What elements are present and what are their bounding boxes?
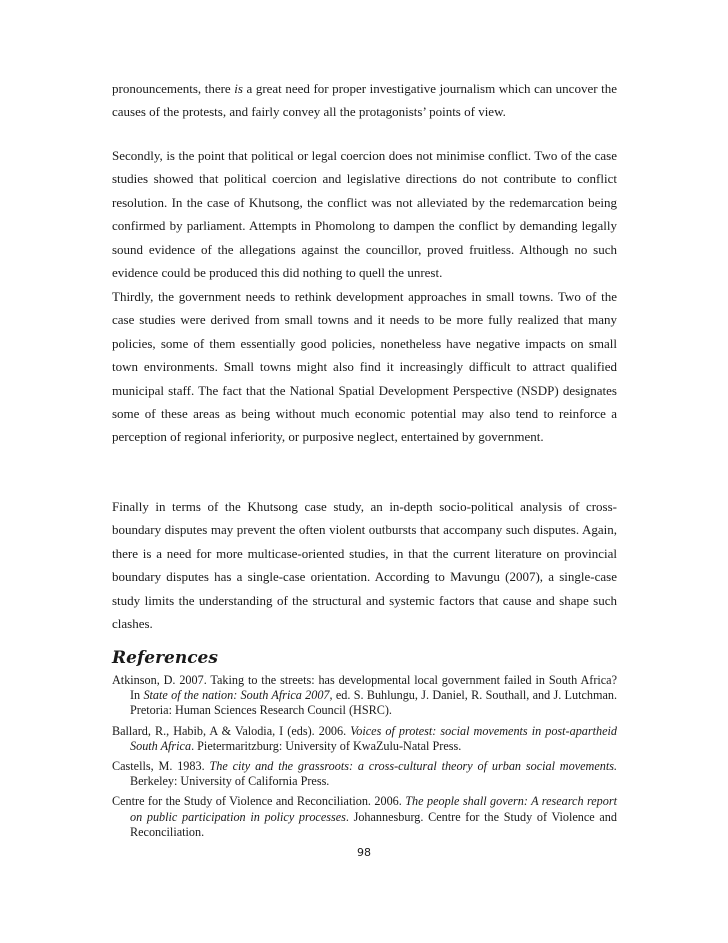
reference-entry-atkinson: Atkinson, D. 2007. Taking to the streets: has developmental local government failed in South Africa? In State of the nation: South Africa 2007, ed. S. Buhlungu, J. Daniel, R. Southall, and J. Lutchman. Pretoria: Human Sciences Research Council (HSRC).: [112, 673, 617, 718]
reference-entry-castells: Castells, M. 1983. The city and the grassroots: a cross-cultural theory of urban social movements. Berkeley: University of California Press.: [112, 759, 618, 789]
body-paragraph-1: pronouncements, there is a great need for proper investigative journalism which can uncover the causes of the protests, and fairly convey all the protagonists’ points of view.: [112, 81, 617, 120]
body-paragraph-2: Secondly, is the point that political or legal coercion does not minimise conflict. Two of the case studies showed that political coercion and legislative directions do not contribute to conflict resolution. In the case of Khutsong, the conflict was not alleviated by the redemarcation being confirmed by parliament. Attempts in Phomolong to dampen the conflict by demanding legally sound evidence of the allegations against the councillor, proved fruitless. Although no such evidence could be produced this did nothing to quell the unrest.: [112, 148, 617, 281]
body-paragraph-3: Thirdly, the government needs to rethink development approaches in small towns. Two of the case studies were derived from small towns and it needs to be more fully realized that many policies, some of them essentially good policies, nonetheless have negative impacts on small town environments. Small towns might also find it increasingly difficult to attract qualified municipal staff. The fact that the National Spatial Development Perspective (NSDP) designates some of these areas as being without much economic potential may also tend to reinforce a perception of regional inferiority, or purposive neglect, entertained by government.: [112, 289, 617, 445]
reference-entry-ballard: Ballard, R., Habib, A & Valodia, I (eds). 2006. Voices of protest: social movements in post-apartheid South Africa. Pietermaritzburg: University of KwaZulu-Natal Press.: [112, 723, 617, 753]
references-heading: References: [112, 648, 218, 668]
page-number: 98: [357, 846, 371, 859]
references-list: [112, 673, 617, 845]
reference-entry-csvr: Centre for the Study of Violence and Reconciliation. 2006. The people shall govern: A research report on public participation in policy processes. Johannesburg. Centre for the Study of Violence and Reconciliation.: [112, 794, 617, 839]
body-paragraph-4: Finally in terms of the Khutsong case study, an in-depth socio-political analysis of cross-boundary disputes may prevent the often violent outbursts that accompany such disputes. Again, there is a need for more multicase-oriented studies, in that the current literature on provincial boundary disputes has a single-case orientation. According to Mavungu (2007), a single-case study limits the understanding of the structural and systemic factors that cause and shape such clashes.: [112, 499, 617, 632]
